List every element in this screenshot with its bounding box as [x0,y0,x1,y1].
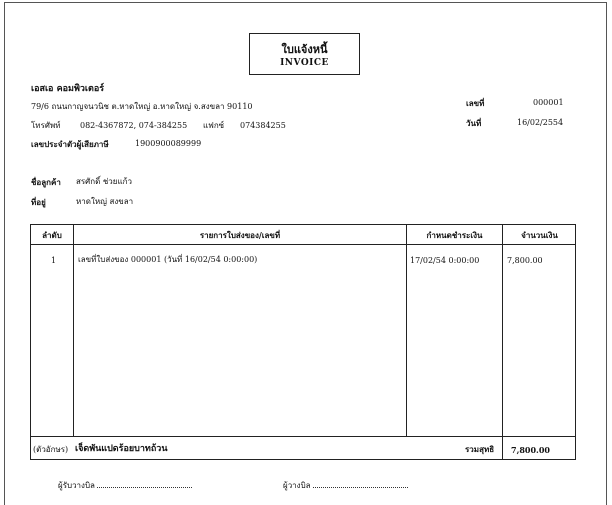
doc-date-value: 16/02/2554 [517,118,564,127]
col-divider-2 [406,225,407,436]
total-amount: 7,800.00 [511,445,550,455]
row-amount: 7,800.00 [507,256,543,265]
invoice-table [30,224,576,460]
doc-number-label: เลขที่ [466,98,485,108]
invoice-title-english: INVOICE [280,58,329,68]
customer-name-value: สรศักดิ์ ช่วยแก้ว [76,177,132,186]
amount-words-label: (ตัวอักษร) [33,445,69,454]
row-item: เลขที่ใบส่งของ 000001 (วันที่ 16/02/54 0:00:00) [78,255,258,264]
tax-id-value: 1900900089999 [135,139,202,148]
bill-placer-signature [283,481,408,491]
bill-receiver-signature [58,481,192,491]
invoice-title-thai: ใบแจ้งหนี้ [281,43,328,56]
fax-label: แฟกซ์ [203,121,225,130]
col-divider-1 [73,225,74,436]
doc-date-label: วันที่ [466,118,482,128]
header-due: กำหนดชำระเงิน [426,230,483,240]
row-no: 1 [51,256,57,265]
doc-number-value: 000001 [533,98,564,107]
row-due: 17/02/54 0:00:00 [410,256,480,265]
summary-divider [31,436,575,437]
amount-words: เจ็ดพันแปดร้อยบาทถ้วน [75,444,168,454]
total-label: รวมสุทธิ [465,444,495,454]
col-divider-3 [502,225,503,459]
bill-receiver-label: ผู้รับวางบิล [58,481,95,490]
bill-placer-label: ผู้วางบิล [283,481,311,490]
customer-address-value: หาดใหญ่ สงขลา [76,197,134,206]
phone-value: 082-4367872, 074-384255 [80,121,188,130]
phone-label: โทรศัพท์ [31,121,61,130]
header-no: ลำดับ [42,230,62,240]
company-address: 79/6 ถนนกาญจนวนิช ต.หาดใหญ่ อ.หาดใหญ่ จ.สงขลา 90110 [31,102,253,111]
header-amount: จำนวนเงิน [521,230,558,240]
bill-receiver-line [97,487,192,488]
tax-id-label: เลขประจำตัวผู้เสียภาษี [31,139,109,149]
invoice-title-box [249,33,360,75]
customer-name-label: ชื่อลูกค้า [31,177,61,187]
company-name: เอสเอ คอมพิวเตอร์ [31,84,105,94]
header-divider [31,244,575,245]
header-item: รายการใบส่งของ/เลขที่ [199,230,281,240]
fax-value: 074384255 [240,121,286,130]
customer-address-label: ที่อยู่ [31,197,46,207]
bill-placer-line [313,487,408,488]
